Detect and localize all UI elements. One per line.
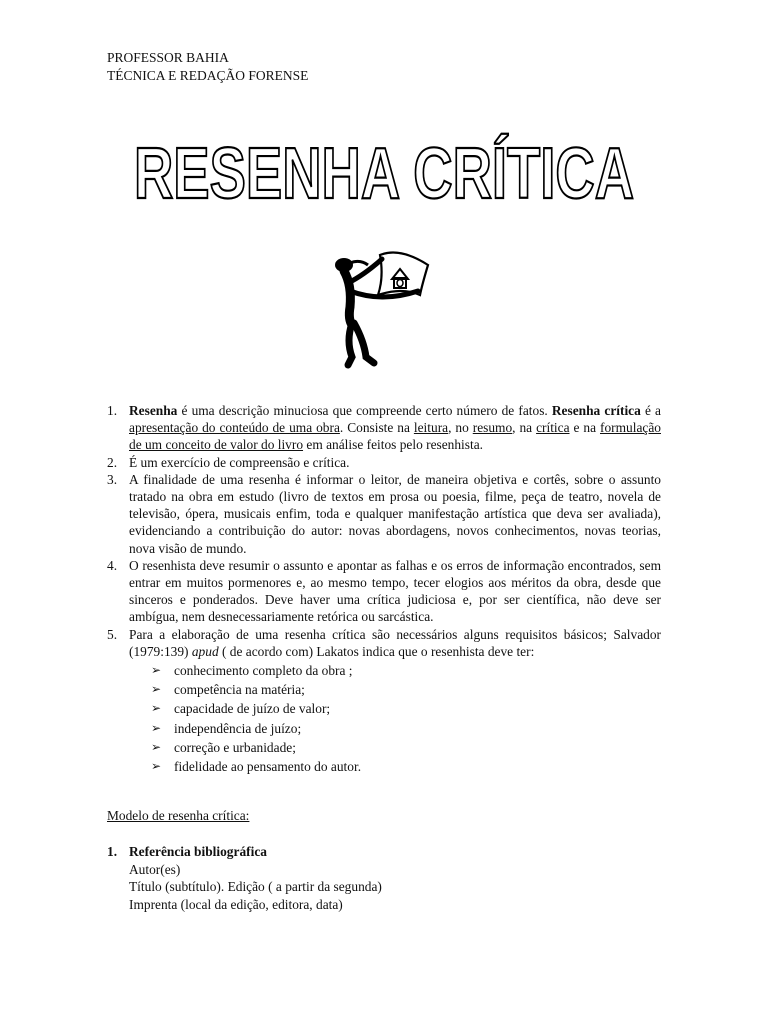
bullet-item: ➢ conhecimento completo da obra ;: [107, 661, 661, 680]
bullet-item: ➢ competência na matéria;: [107, 680, 661, 699]
bullet-item: ➢ independência de juízo;: [107, 719, 661, 738]
bullet-item: ➢ fidelidade ao pensamento do autor.: [107, 757, 661, 776]
model-heading: Modelo de resenha crítica:: [107, 808, 250, 823]
person-holding-sign-icon: [330, 245, 440, 370]
header-professor: PROFESSOR BAHIA: [107, 50, 229, 65]
numbered-list: [107, 402, 661, 776]
reference-line: Título (subtítulo). Edição ( a partir da segunda): [129, 879, 382, 895]
arrow-bullet-icon: ➢: [151, 758, 162, 773]
reference-heading: 1. Referência bibliográfica: [107, 844, 267, 859]
arrow-bullet-icon: ➢: [151, 739, 162, 754]
requirements-bullet-list: [107, 661, 661, 776]
reference-line: Autor(es): [129, 861, 181, 877]
list-item: 2. É um exercício de compreensão e crítica.: [107, 454, 350, 470]
list-item: 4. O resenhista deve resumir o assunto e apontar as falhas e os erros de informação encontrados, sem entrar em muitos pormenores e, ao mesmo tempo, tecer elogios aos méritos da obra, desde que sinceros e ponderados. Deve haver uma crítica judiciosa e, por ser científica, não deve ser ambígua, nem desnecessariamente retórica ou sarcástica.: [107, 557, 661, 625]
arrow-bullet-icon: ➢: [151, 720, 162, 735]
arrow-bullet-icon: ➢: [151, 682, 162, 697]
reference-line: Imprenta (local da edição, editora, data): [129, 896, 343, 912]
document-header: [107, 49, 308, 85]
header-course: TÉCNICA E REDAÇÃO FORENSE: [107, 68, 309, 83]
list-item: 5. Para a elaboração de uma resenha crítica são necessários alguns requisitos básicos; Salvador (1979:139) apud ( de acordo com) Lakatos indica que o resenhista deve ter:: [107, 626, 661, 659]
page-title: [130, 134, 638, 214]
list-item: 3. A finalidade de uma resenha é informar o leitor, de maneira objetiva e cortês, sobre o assunto tratado na obra em estudo (livro de textos em prosa ou poesia, filme, peça de teatro, novela de televisão, ópera, musicais enfim, toda e qualquer manifestação artística que deva ser avaliada), evidenciando a contribuição do autor: novas abordagens, novos conhecimentos, novas teorias, nova visão de mundo.: [107, 471, 661, 556]
arrow-bullet-icon: ➢: [151, 663, 162, 678]
bullet-item: ➢ correção e urbanidade;: [107, 738, 661, 757]
arrow-bullet-icon: ➢: [151, 701, 162, 716]
title-text: RESENHA CRÍTICA: [134, 134, 634, 214]
title-outline-text: [130, 134, 638, 214]
bullet-item: ➢ capacidade de juízo de valor;: [107, 699, 661, 718]
list-item: 1. Resenha é uma descrição minuciosa que compreende certo número de fatos. Resenha crítica é a apresentação do conteúdo de uma obra. Consiste na leitura, no resumo, na crítica e na formulação de um conceito de valor do livro em análise feitos pelo resenhista.: [107, 403, 661, 453]
reference-section: [107, 843, 382, 913]
